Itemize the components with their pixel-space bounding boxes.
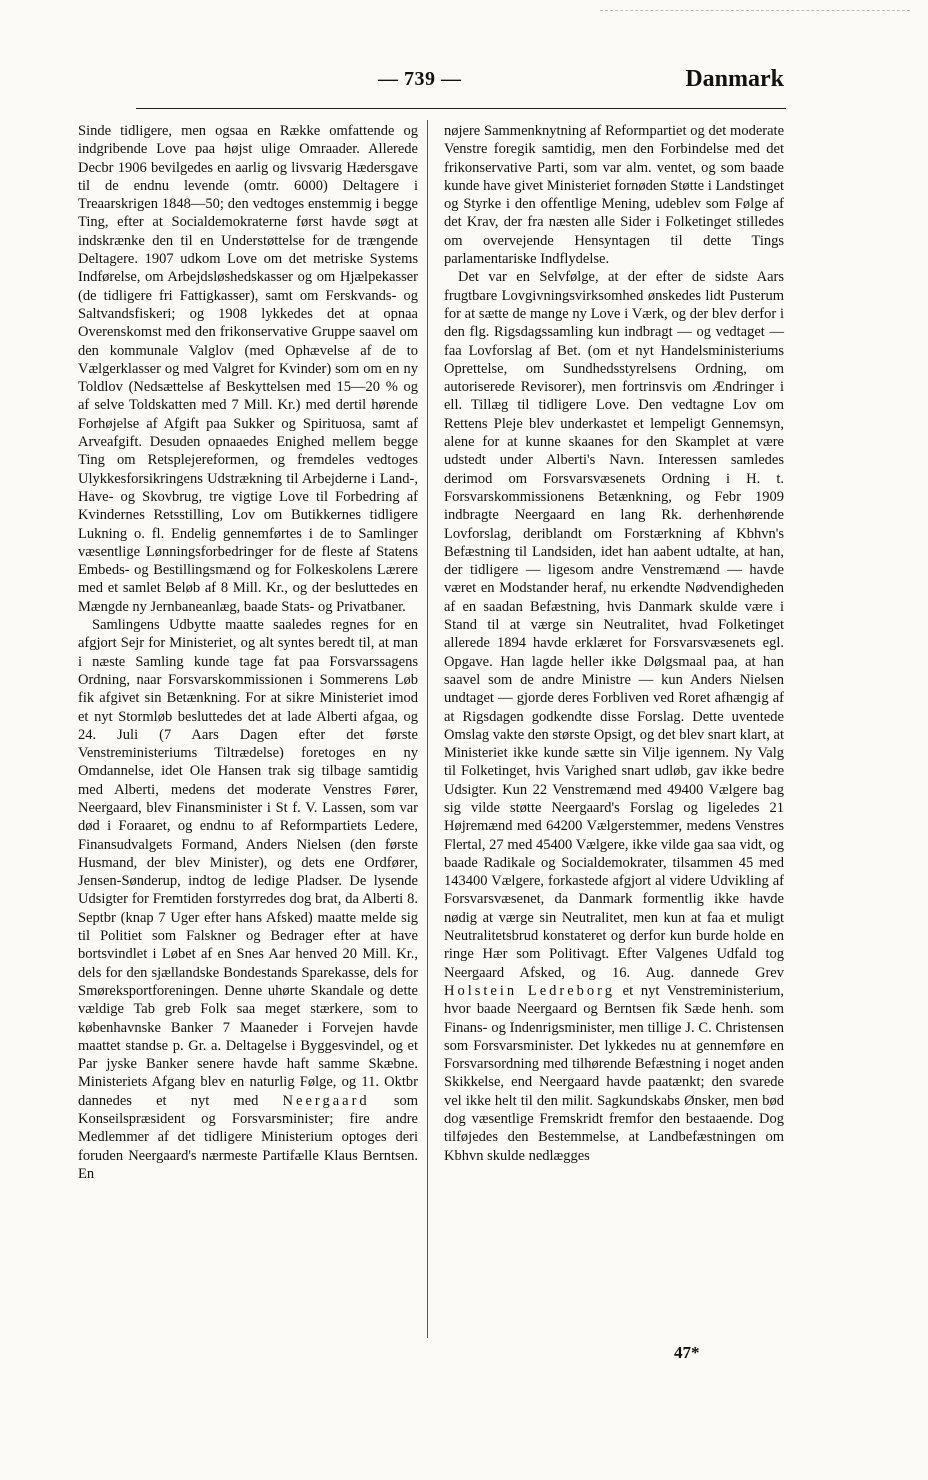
header-rule — [136, 108, 786, 109]
paragraph-text: Det var en Selvfølge, at der efter de sidste Aars frugtbare Lovgivningsvirksomhed ønskedes lidt Pusterum for at sætte de mange ny Love i Værk, og der blev derfor i den flg. Rigsdagssamling kun indbragt — og vedtaget — faa Lovforslag af Bet. (om et nyt Handelsministeriums Oprettelse, om Sundhedsstyrelsens Ordning, om autoriserede Revisorer), men fortrinsvis om Ændringer i ell. Tillæg til tidligere Love. Den vedtagne Lov om Rettens Pleje blev underkastet et lempeligt Gennemsyn, alene for at kunne skaanes for den Skamplet at være udstedt under Alberti's Navn. Interessen samledes derimod om Forsvarsvæsenets Ordning i H. t. Forsvarskommissionens Betænkning, og Febr 1909 indbragte Neergaard en lang Rk. derhenhørende Lovforslag, deriblandt om Forstærkning af Kbhvn's Befæstning til Landsiden, idet han aabent udtalte, at han, der tidligere — ligesom andre Venstremænd — havde været en Modstander heraf, nu erkendte Nødvendigheden af en saadan Befæstning, hvis Danmark skulde være i Stand til at værge sin Neutralitet, hvad Folketinget allerede 1894 havde erklæret for Forsvarsvæsenets egl. Opgave. Han lagde heller ikke Dølgsmaal paa, at han saavel som de andre Ministre — kun Anders Nielsen undtaget — gjorde deres Forbliven ved Roret afhængig af at Rigsdagen godkendte disse Forslag. Dette uventede Omslag vakte den største Opsigt, og det blev snart klart, at Ministeriet ikke kunde sætte sin Vilje igennem. Ny Valg til Folketinget, hvis Varighed snart udløb, gav ikke bedre Udsigter. Kun 22 Venstremænd med 49400 Vælgere bag sig vilde støtte Neergaard's Forslag og ligeledes 21 Højremænd med 64200 Vælgerstemmer, medens Venstres Flertal, 27 med 45400 Vælgere, ikke vilde gaa saa vidt, og baade Radikale og Socialdemokrater, tilsammen 45 med 143400 Vælgere, forkastede afgjort al videre Udvikling af Forsvarsvæsenet, da Danmark formentlig ikke havde nødig at værge sin Neutralitet, men kun at faa et muligt Neutralitetsbrud konstateret og derfor kun burde holde en ringe Hær som Politivagt. Efter Valgenes Udfald tog Neergaard Afsked, og 16. Aug. dannede Grev — [444, 269, 784, 981]
page-header — [130, 64, 790, 100]
left-column — [78, 122, 418, 1183]
page-number: — 739 — — [378, 68, 462, 90]
right-column — [444, 122, 784, 1165]
paragraph: Sinde tidligere, men ogsaa en Række omfattende og indgribende Love paa højst ulige Omraader. Allerede Decbr 1906 bevilgedes en aarlig og livsvarig Hædersgave til de endnu levende (omtr. 6000) Deltagere i Treaarskrigen 1848—50; den vedtoges enstemmig i begge Ting, efter at Socialdemokraterne først havde søgt at indskrænke den til en Understøttelse for de trængende Deltagere. 1907 udkom Love om det metriske Systems Indførelse, om Arbejdsløshedskasser og om Hjælpekasser (de tidligere fri Fattigkasser), samt om Ferskvands- og Saltvandsfiskeri; og 1908 lykkedes det at opnaa Overenskomst med den frikonservative Gruppe saavel om den kommunale Valglov (med Ophævelse af de to Vælgerklasser og med Valgret for Kvinder) som om en ny Toldlov (Nedsættelse af Beskyttelsen med 15—20 % og af selve Toldskatten med 7 Mill. Kr.) med dertil hørende Forhøjelse af Afgift paa Sukker og Spirituosa, samt af Arveafgift. Desuden opnaaedes Enighed mellem begge Ting om Retsplejereformen, og fremdeles vedtoges Ulykkesforsikringens Udstrækning til Arbejderne i Land-, Have- og Skovbrug, tre vigtige Love til Forbedring af Kvindernes Retsstilling, Lov om Butikkernes tidligere Lukning o. fl. Endelig gennemførtes i de to Samlinger væsentlige Lønningsforbedringer for de fleste af Statens Embeds- og Bestillingsmænd og for Folkeskolens Lærere med et samlet Beløb af 8 Mill. Kr., og der besluttedes en Mængde ny Jernbaneanlæg, baade Stats- og Privatbaner. — [78, 123, 418, 615]
sheet-signature: 47* — [674, 1343, 700, 1362]
paragraph-text: et nyt Venstreministerium, hvor baade Neergaard og Berntsen fik Sæde henh. som Finans- og Indenrigsminister, men tillige J. C. Christensen som Forsvarsminister. Det lykkedes nu at gennemføre en Forsvarsordning med tilhørende Befæstning i noget anden Skikkelse, end Neergaard havde paatænkt; den svarede vel ikke helt til den milit. Sagkundskabs Ønsker, men bød dog væsentlige Fremskridt fremfor den bestaaende. Dog tilføjedes den Bestemmelse, at Landbefæstningen om Kbhvn skulde nedlægges — [444, 982, 784, 1164]
top-edge-rule — [600, 10, 910, 11]
paragraph — [78, 616, 418, 1183]
paragraph-text: som Konseilspræsident og Forsvarsminister; fire andre Medlemmer af det tidligere Ministerium optoges deri foruden Neergaard's nærmeste Partifælle Klaus Berntsen. En — [78, 1092, 418, 1182]
column-divider — [427, 120, 428, 1338]
emphasized-name: Neergaard — [282, 1092, 370, 1109]
running-head: Danmark — [685, 66, 784, 92]
paragraph: nøjere Sammenknytning af Reformpartiet og det moderate Venstre foregik samtidig, men den Forbindelse med det frikonservative Parti, som var alm. ventet, og som baade kunde have givet Ministeriet fornøden Støtte i Landstinget og Styrke i den offentlige Mening, udeblev som Følge af det Krav, der fra næsten alle Sider i Folketinget stilledes om overvejende Hensyntagen til dette Tings parlamentariske Indflydelse. — [444, 123, 784, 268]
emphasized-name: Holstein Ledreborg — [444, 982, 615, 999]
paragraph — [444, 268, 784, 1165]
paragraph-text: Samlingens Udbytte maatte saaledes regnes for en afgjort Sejr for Ministeriet, og alt syntes beredt til, at man i næste Samling kunde tage fat paa Forsvarssagens Ordning, naar Forsvarskommissionen i Sommerens Løb fik afgivet sin Betænkning. For at sikre Ministeriet imod et nyt Stormløb besluttedes det at lade Alberti afgaa, og 24. Juli (7 Aars Dagen efter det første Venstreministeriums Tiltrædelse) foretoges en ny Omdannelse, idet Ole Hansen trak sig tilbage samtidig med Alberti, medens det moderate Venstres Fører, Neergaard, blev Finansminister i St f. V. Lassen, som var død i Foraaret, og endnu to af Reformpartiets Ledere, Finansudvalgets Formand, Anders Nielsen (den første Husmand, der blev Minister), og dets ene Ordfører, Jensen-Sønderup, indtog de ledige Pladser. De lysende Udsigter for Fremtiden forstyrredes dog brat, da Alberti 8. Septbr (knap 7 Uger efter hans Afsked) maatte melde sig til Politiet som Falskner og Bedrager efter at have bortsvindlet i Løbet af en Snes Aar henved 20 Mill. Kr., dels for den sjællandske Bondestands Sparekasse, dels for Smøreksportforeningen. Denne uhørte Skandale og dette vældige Tab greb Folk saa meget stærkere, som to københavnske Banker 7 Maaneder i Forvejen havde maattet standse p. Gr. a. Deltagelse i Byggesvindel, og et Par jyske Banker senere havde haft samme Skæbne. Ministeriets Afgang blev en naturlig Følge, og 11. Oktbr dannedes et nyt med — [78, 617, 418, 1109]
